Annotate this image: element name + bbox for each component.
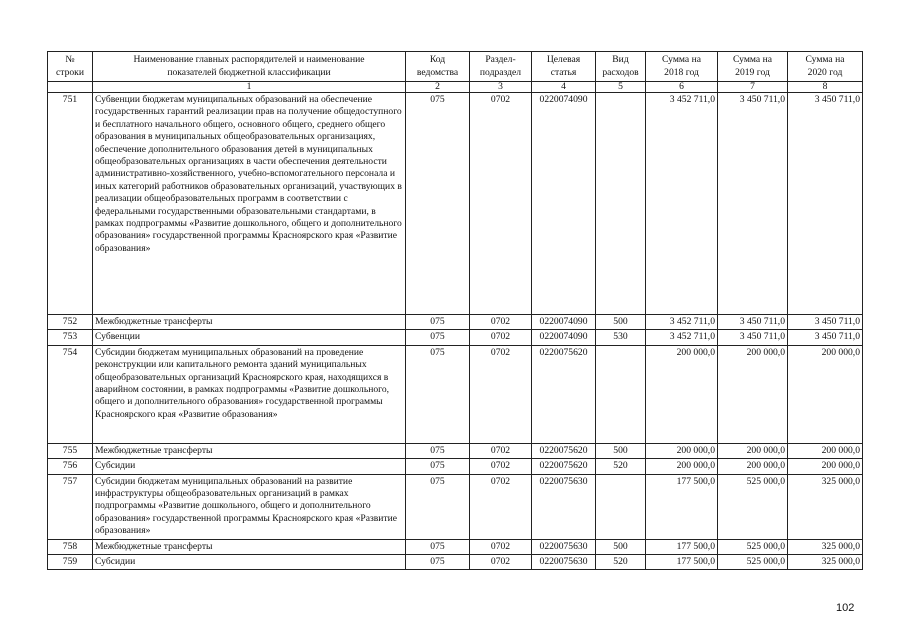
cell-razd: 0702 bbox=[470, 474, 532, 539]
header-row bbox=[48, 52, 863, 82]
cell-cs: 0220075620 bbox=[532, 443, 596, 458]
column-header-line: Раздел- bbox=[485, 54, 516, 66]
cell-n: 755 bbox=[48, 443, 93, 458]
column-number bbox=[48, 82, 93, 93]
column-header-line: Целевая bbox=[546, 54, 581, 66]
column-number: 8 bbox=[788, 82, 863, 93]
cell-name: Субсидии bbox=[93, 555, 406, 570]
column-header-line: Наименование главных распорядителей и наименование bbox=[133, 54, 365, 66]
cell-s2018: 3 452 711,0 bbox=[646, 93, 718, 315]
cell-vr: 500 bbox=[596, 539, 646, 554]
cell-name: Межбюджетные трансферты bbox=[93, 315, 406, 330]
column-number: 3 bbox=[470, 82, 532, 93]
cell-razd: 0702 bbox=[470, 443, 532, 458]
cell-cs: 0220074090 bbox=[532, 315, 596, 330]
cell-vr bbox=[596, 93, 646, 315]
column-header-line: 2020 год bbox=[807, 66, 843, 78]
budget-table bbox=[47, 51, 863, 570]
column-header-line: показателей бюджетной классификации bbox=[167, 66, 331, 78]
cell-s2020: 200 000,0 bbox=[788, 443, 863, 458]
cell-vr: 520 bbox=[596, 459, 646, 474]
cell-name: Межбюджетные трансферты bbox=[93, 443, 406, 458]
table-row bbox=[48, 539, 863, 554]
table-row bbox=[48, 93, 863, 315]
cell-razd: 0702 bbox=[470, 539, 532, 554]
cell-cs: 0220074090 bbox=[532, 330, 596, 345]
cell-s2020: 325 000,0 bbox=[788, 474, 863, 539]
column-header-line: строки bbox=[56, 66, 84, 78]
table-row bbox=[48, 330, 863, 345]
column-number-row bbox=[48, 82, 863, 93]
cell-ved: 075 bbox=[406, 443, 470, 458]
cell-s2020: 200 000,0 bbox=[788, 459, 863, 474]
table-row bbox=[48, 315, 863, 330]
cell-ved: 075 bbox=[406, 345, 470, 443]
cell-vr: 520 bbox=[596, 555, 646, 570]
cell-name: Субсидии бюджетам муниципальных образований на развитие инфраструктуры общеобразовательных организаций в рамках подпрограммы «Развитие дошкольного, общего и дополнительного образования» государственной программы Красноярского края «Развитие образования» bbox=[93, 474, 406, 539]
cell-n: 751 bbox=[48, 93, 93, 315]
table-row bbox=[48, 345, 863, 443]
cell-s2020: 200 000,0 bbox=[788, 345, 863, 443]
cell-ved: 075 bbox=[406, 315, 470, 330]
cell-vr bbox=[596, 474, 646, 539]
cell-ved: 075 bbox=[406, 539, 470, 554]
cell-s2020: 325 000,0 bbox=[788, 539, 863, 554]
column-header-line: Сумма на bbox=[662, 54, 701, 66]
column-header-line: Сумма на bbox=[805, 54, 845, 66]
column-number: 4 bbox=[532, 82, 596, 93]
column-header-line: 2018 год bbox=[664, 66, 699, 78]
cell-s2018: 3 452 711,0 bbox=[646, 330, 718, 345]
column-header bbox=[788, 52, 863, 82]
cell-s2018: 177 500,0 bbox=[646, 539, 718, 554]
cell-name: Субвенции бюджетам муниципальных образований на обеспечение государственных гарантий реализации прав на получение общедоступного и бесплатного начального общего, основного общего, среднего общего образования в муниципальных общеобразовательных организациях, обеспечение дополнительного образования детей в муниципальных общеобразовательных организациях в части обеспечения деятельности административно-хозяйственного, учебно-вспомогательного персонала и иных категорий работников образовательных организаций, участвующих в реализации общеобразовательных программ в соответствии с федеральными государственными образовательными стандартами, в рамках подпрограммы «Развитие дошкольного, общего и дополнительного образования» государственной программы Красноярского края «Развитие образования» bbox=[93, 93, 406, 315]
cell-name: Субсидии bbox=[93, 459, 406, 474]
column-number: 6 bbox=[646, 82, 718, 93]
cell-vr: 530 bbox=[596, 330, 646, 345]
cell-n: 753 bbox=[48, 330, 93, 345]
cell-s2020: 3 450 711,0 bbox=[788, 93, 863, 315]
cell-s2018: 3 452 711,0 bbox=[646, 315, 718, 330]
column-number: 7 bbox=[718, 82, 788, 93]
cell-s2019: 525 000,0 bbox=[718, 474, 788, 539]
column-header-line: 2019 год bbox=[735, 66, 770, 78]
cell-s2019: 3 450 711,0 bbox=[718, 330, 788, 345]
cell-s2020: 3 450 711,0 bbox=[788, 330, 863, 345]
cell-ved: 075 bbox=[406, 555, 470, 570]
cell-s2019: 3 450 711,0 bbox=[718, 93, 788, 315]
cell-cs: 0220074090 bbox=[532, 93, 596, 315]
cell-name: Межбюджетные трансферты bbox=[93, 539, 406, 554]
cell-s2018: 200 000,0 bbox=[646, 459, 718, 474]
table-row bbox=[48, 555, 863, 570]
table-row bbox=[48, 474, 863, 539]
cell-s2019: 3 450 711,0 bbox=[718, 315, 788, 330]
cell-name: Субсидии бюджетам муниципальных образований на проведение реконструкции или капитального ремонта зданий муниципальных общеобразовательных организаций Красноярского края, находящихся в аварийном состоянии, в рамках подпрограммы «Развитие дошкольного, общего и дополнительного образования» государственной программы Красноярского края «Развитие образования» bbox=[93, 345, 406, 443]
cell-razd: 0702 bbox=[470, 459, 532, 474]
column-header-line: подраздел bbox=[479, 66, 522, 78]
column-header bbox=[718, 52, 788, 82]
cell-razd: 0702 bbox=[470, 315, 532, 330]
cell-n: 757 bbox=[48, 474, 93, 539]
cell-n: 756 bbox=[48, 459, 93, 474]
cell-s2019: 525 000,0 bbox=[718, 539, 788, 554]
cell-s2019: 200 000,0 bbox=[718, 459, 788, 474]
column-header bbox=[470, 52, 532, 82]
column-header-line: Код bbox=[429, 54, 446, 66]
column-header-line: № bbox=[65, 54, 75, 66]
column-header bbox=[48, 52, 93, 82]
column-header bbox=[93, 52, 406, 82]
cell-cs: 0220075620 bbox=[532, 345, 596, 443]
cell-s2019: 200 000,0 bbox=[718, 443, 788, 458]
column-header-line: статья bbox=[550, 66, 577, 78]
cell-s2019: 200 000,0 bbox=[718, 345, 788, 443]
cell-s2019: 525 000,0 bbox=[718, 555, 788, 570]
cell-razd: 0702 bbox=[470, 555, 532, 570]
cell-vr: 500 bbox=[596, 443, 646, 458]
cell-ved: 075 bbox=[406, 93, 470, 315]
cell-s2018: 177 500,0 bbox=[646, 555, 718, 570]
cell-ved: 075 bbox=[406, 459, 470, 474]
table-row bbox=[48, 459, 863, 474]
column-header-line: расходов bbox=[602, 66, 639, 78]
cell-cs: 0220075630 bbox=[532, 539, 596, 554]
table-row bbox=[48, 443, 863, 458]
cell-n: 759 bbox=[48, 555, 93, 570]
cell-s2018: 200 000,0 bbox=[646, 443, 718, 458]
column-header bbox=[596, 52, 646, 82]
cell-ved: 075 bbox=[406, 330, 470, 345]
page-number: 102 bbox=[836, 602, 855, 614]
column-header bbox=[532, 52, 596, 82]
column-header bbox=[646, 52, 718, 82]
cell-razd: 0702 bbox=[470, 345, 532, 443]
cell-n: 758 bbox=[48, 539, 93, 554]
cell-razd: 0702 bbox=[470, 93, 532, 315]
cell-n: 752 bbox=[48, 315, 93, 330]
cell-razd: 0702 bbox=[470, 330, 532, 345]
column-header-line: Сумма на bbox=[733, 54, 772, 66]
cell-cs: 0220075630 bbox=[532, 474, 596, 539]
cell-s2018: 200 000,0 bbox=[646, 345, 718, 443]
column-header-line: Вид bbox=[612, 54, 629, 66]
cell-n: 754 bbox=[48, 345, 93, 443]
cell-ved: 075 bbox=[406, 474, 470, 539]
cell-cs: 0220075620 bbox=[532, 459, 596, 474]
cell-s2020: 325 000,0 bbox=[788, 555, 863, 570]
cell-name: Субвенции bbox=[93, 330, 406, 345]
cell-vr bbox=[596, 345, 646, 443]
column-header-line: ведомства bbox=[416, 66, 459, 78]
column-number: 1 bbox=[93, 82, 406, 93]
cell-s2018: 177 500,0 bbox=[646, 474, 718, 539]
cell-s2020: 3 450 711,0 bbox=[788, 315, 863, 330]
column-header bbox=[406, 52, 470, 82]
column-number: 5 bbox=[596, 82, 646, 93]
column-number: 2 bbox=[406, 82, 470, 93]
cell-cs: 0220075630 bbox=[532, 555, 596, 570]
cell-vr: 500 bbox=[596, 315, 646, 330]
